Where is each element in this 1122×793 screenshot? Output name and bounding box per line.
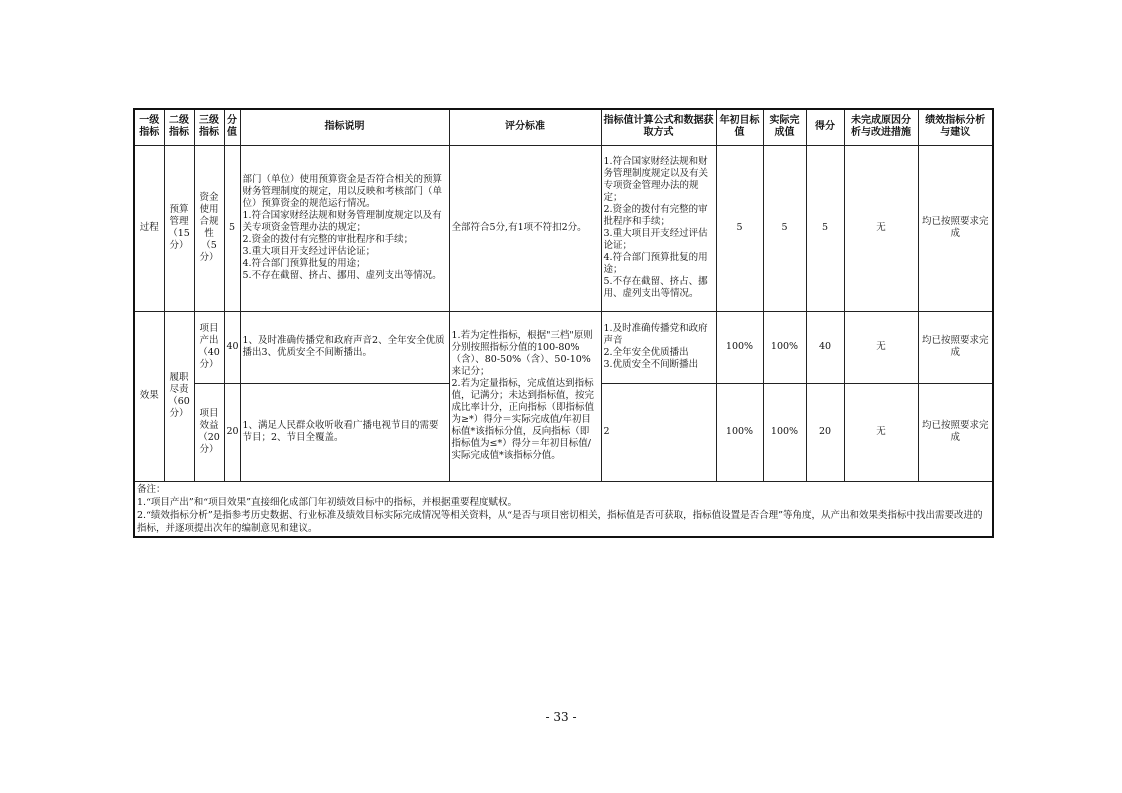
row2-criteria: 1.若为定性指标，根据"三档"原则分别按照指标分值的100-80%（含）、80-50%（含）、50-10%来记分； 2.若为定量指标，完成值达到指标值，记满分；未达到指标值，按完成比率计分，正向指标（即指标值为≥*）得分＝实际完成值/年初目标值*该指标分值，反向指标（即指标值为≤*）得分＝年初目标值/实际完成值*该指标分值。 xyxy=(449,311,601,481)
row2-weight: 40 xyxy=(224,311,240,383)
header-formula: 指标值计算公式和数据获取方式 xyxy=(601,109,716,145)
header-actual: 实际完成值 xyxy=(763,109,806,145)
row1-level1: 过程 xyxy=(134,145,164,311)
header-weight: 分值 xyxy=(224,109,240,145)
row1-level3: 资金使用合规性（5分） xyxy=(194,145,224,311)
row3-analysis: 均已按照要求完成 xyxy=(918,383,993,481)
row1-reason: 无 xyxy=(844,145,918,311)
row3-actual: 100% xyxy=(763,383,806,481)
notes-title: 备注： xyxy=(137,483,166,495)
row3-formula: 2 xyxy=(601,383,716,481)
row2-formula: 1.及时准确传播党和政府声音 2.全年安全优质播出 3.优质安全不间断播出 xyxy=(601,311,716,383)
row1-actual: 5 xyxy=(763,145,806,311)
row3-weight: 20 xyxy=(224,383,240,481)
header-level2: 二级指标 xyxy=(164,109,194,145)
row1-score: 5 xyxy=(806,145,844,311)
row2-level1: 效果 xyxy=(134,311,164,481)
header-score: 得分 xyxy=(806,109,844,145)
performance-table xyxy=(133,108,994,538)
row3-target: 100% xyxy=(716,383,763,481)
row1-description: 部门（单位）使用预算资金是否符合相关的预算财务管理制度的规定，用以反映和考核部门（单位）预算资金的规范运行情况。 1.符合国家财经法规和财务管理制度规定以及有关专项资金管理办法的规定； 2.资金的拨付有完整的审批程序和手续； 3.重大项目开支经过评估论证； 4.符合部门预算批复的用途； 5.不存在截留、挤占、挪用、虚列支出等情况。 xyxy=(240,145,449,311)
header-target: 年初目标值 xyxy=(716,109,763,145)
table-row xyxy=(134,311,993,383)
notes-line2: 2.“绩效指标分析”是指参考历史数据、行业标准及绩效目标实际完成情况等相关资料，从“是否与项目密切相关，指标值是否可获取，指标值设置是否合理”等角度，从产出和效果类指标中找出需要改进的指标，并逐项提出次年的编制意见和建议。 xyxy=(137,509,983,534)
row1-target: 5 xyxy=(716,145,763,311)
row2-level3: 项目产出（40分） xyxy=(194,311,224,383)
row2-actual: 100% xyxy=(763,311,806,383)
row2-description: 1、及时准确传播党和政府声音2、全年安全优质播出3、优质安全不间断播出。 xyxy=(240,311,449,383)
row1-analysis: 均已按照要求完成 xyxy=(918,145,993,311)
header-description: 指标说明 xyxy=(240,109,449,145)
row2-analysis: 均已按照要求完成 xyxy=(918,311,993,383)
row2-score: 40 xyxy=(806,311,844,383)
notes-line1: 1.“项目产出”和“项目效果”直接细化成部门年初绩效目标中的指标，并根据重要程度赋权。 xyxy=(137,496,517,508)
notes-row xyxy=(134,481,993,537)
header-criteria: 评分标准 xyxy=(449,109,601,145)
row2-target: 100% xyxy=(716,311,763,383)
header-analysis: 绩效指标分析与建议 xyxy=(918,109,993,145)
header-level3: 三级指标 xyxy=(194,109,224,145)
row2-reason: 无 xyxy=(844,311,918,383)
row3-reason: 无 xyxy=(844,383,918,481)
row2-level2: 履职尽责（60分） xyxy=(164,311,194,481)
page-number: - 33 - xyxy=(545,710,577,724)
row3-score: 20 xyxy=(806,383,844,481)
table-row xyxy=(134,145,993,311)
row3-level3: 项目效益（20分） xyxy=(194,383,224,481)
header-reason: 未完成原因分析与改进措施 xyxy=(844,109,918,145)
row1-formula: 1.符合国家财经法规和财务管理制度规定以及有关专项资金管理办法的规定； 2.资金的拨付有完整的审批程序和手续； 3.重大项目开支经过评估论证； 4.符合部门预算批复的用途； 5.不存在截留、挤占、挪用、虚列支出等情况。 xyxy=(601,145,716,311)
row1-level2: 预算管理（15分） xyxy=(164,145,194,311)
header-level1: 一级指标 xyxy=(134,109,164,145)
row1-criteria: 全部符合5分,有1项不符扣2分。 xyxy=(449,145,601,311)
row3-description: 1、满足人民群众收听收看广播电视节目的需要节目；2、节目全覆盖。 xyxy=(240,383,449,481)
notes-cell xyxy=(134,481,993,537)
header-row xyxy=(134,109,993,145)
row1-weight: 5 xyxy=(224,145,240,311)
